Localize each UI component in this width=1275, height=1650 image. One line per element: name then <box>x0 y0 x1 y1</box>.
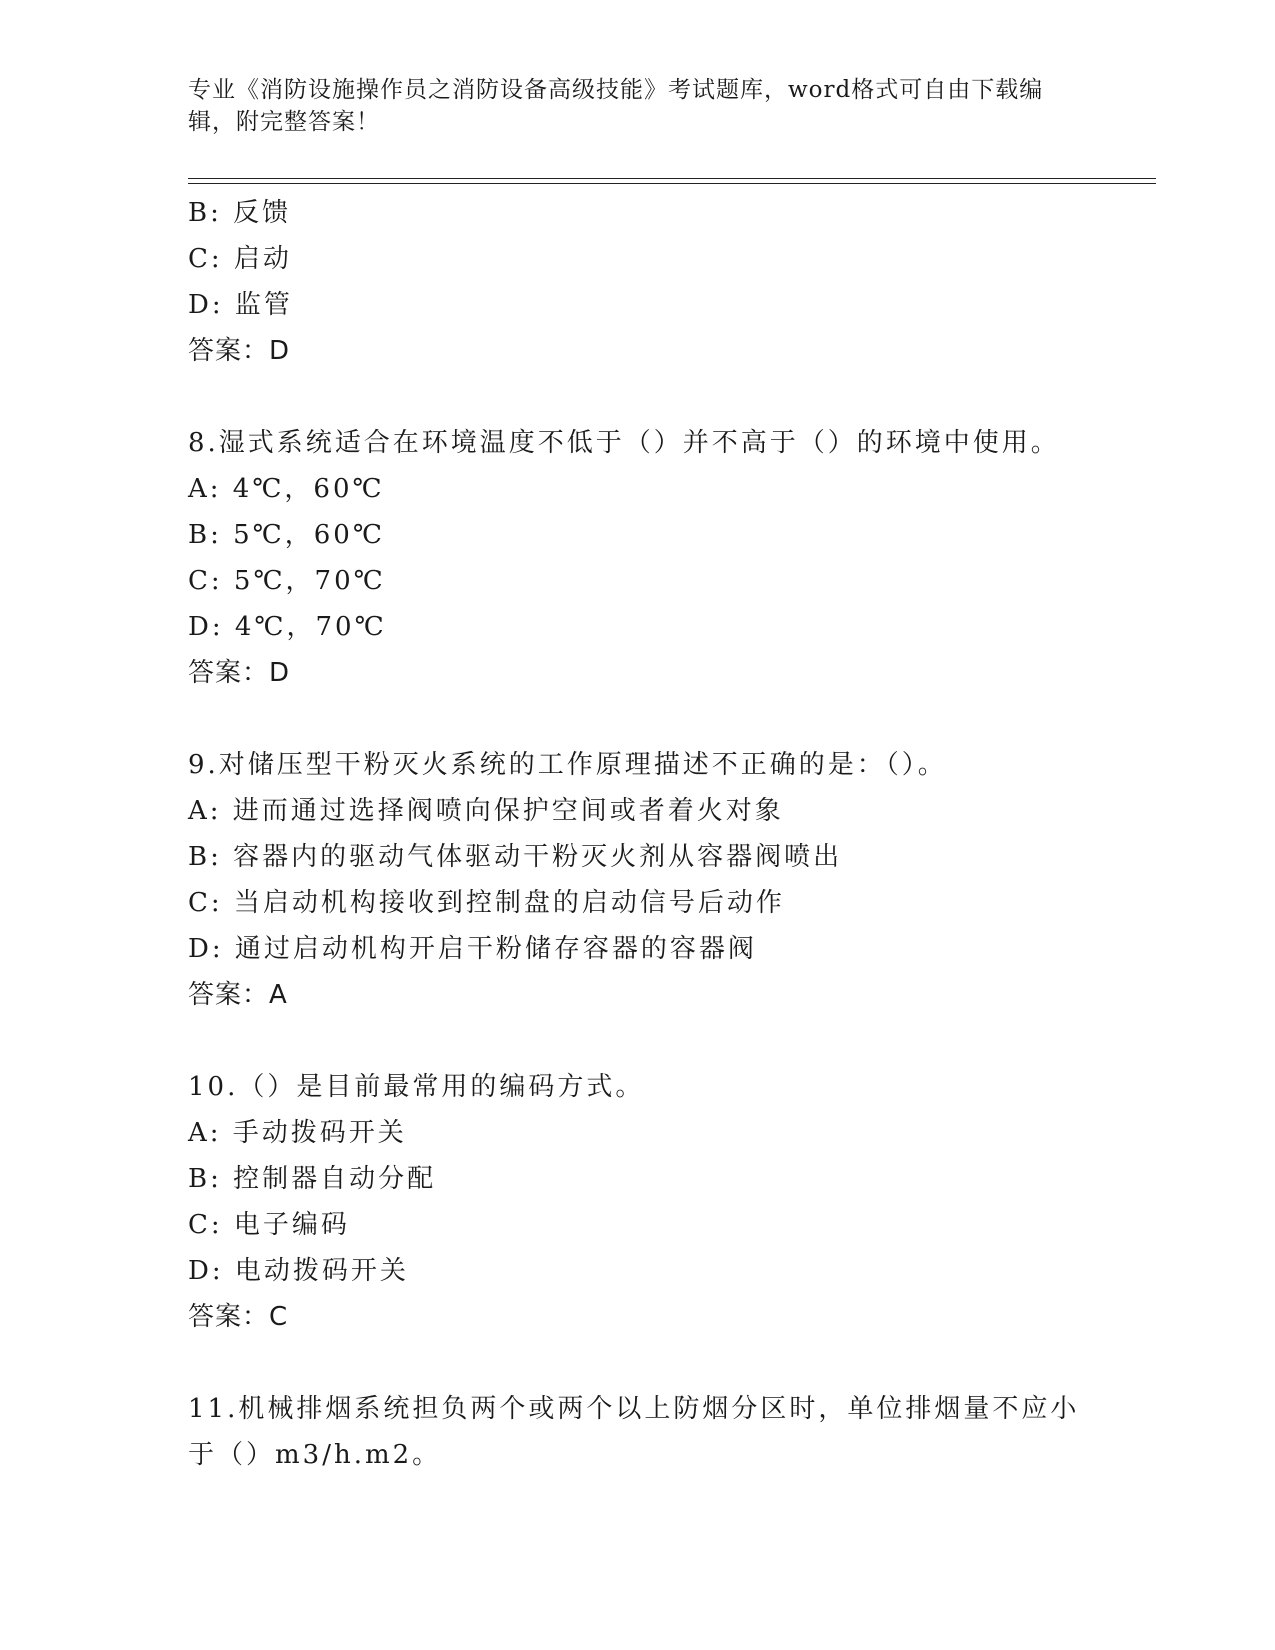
option-a: A: 手动拨码开关 <box>188 1118 407 1148</box>
question-8 <box>188 420 1088 696</box>
question-stem-line-2: 于（）m3/h.m2。 <box>188 1440 442 1470</box>
spacer <box>188 374 1088 420</box>
option-d: D: 通过启动机构开启干粉储存容器的容器阀 <box>188 934 757 964</box>
option-c: C: 当启动机构接收到控制盘的启动信号后动作 <box>188 888 785 918</box>
question-stem-line-1: 11.机械排烟系统担负两个或两个以上防烟分区时，单位排烟量不应小 <box>188 1394 1080 1424</box>
question-list <box>188 190 1088 1478</box>
option-d: D: 4℃，70℃ <box>188 612 387 642</box>
question-stem: 8.湿式系统适合在环境温度不低于（）并不高于（）的环境中使用。 <box>188 428 1060 458</box>
answer-line: 答案：D <box>188 336 291 366</box>
spacer <box>188 1340 1088 1386</box>
question-11 <box>188 1386 1088 1478</box>
option-b: B: 反馈 <box>188 198 292 228</box>
option-c: C: 启动 <box>188 244 292 274</box>
document-header <box>188 74 1068 138</box>
answer-line: 答案：C <box>188 1302 289 1332</box>
question-9 <box>188 742 1088 1018</box>
option-b: B: 控制器自动分配 <box>188 1164 437 1194</box>
option-d: D: 电动拨码开关 <box>188 1256 409 1286</box>
option-c: C: 5℃，70℃ <box>188 566 386 596</box>
spacer <box>188 1018 1088 1064</box>
header-rule-bottom <box>188 183 1156 184</box>
header-rule-top <box>188 178 1156 179</box>
header-line-2: 辑，附完整答案！ <box>188 109 380 135</box>
question-stem: 9.对储压型干粉灭火系统的工作原理描述不正确的是：（）。 <box>188 750 947 780</box>
option-b: B: 5℃，60℃ <box>188 520 385 550</box>
answer-line: 答案：A <box>188 980 288 1010</box>
option-d: D: 监管 <box>188 290 293 320</box>
option-a: A: 进而通过选择阀喷向保护空间或者着火对象 <box>188 796 784 826</box>
option-b: B: 容器内的驱动气体驱动干粉灭火剂从容器阀喷出 <box>188 842 843 872</box>
question-stem: 10.（）是目前最常用的编码方式。 <box>188 1072 645 1102</box>
question-7-tail <box>188 190 1088 374</box>
spacer <box>188 696 1088 742</box>
answer-line: 答案：D <box>188 658 291 688</box>
question-10 <box>188 1064 1088 1340</box>
header-line-1: 专业《消防设施操作员之消防设备高级技能》考试题库，word格式可自由下载编 <box>188 77 1044 103</box>
option-a: A: 4℃，60℃ <box>188 474 385 504</box>
option-c: C: 电子编码 <box>188 1210 350 1240</box>
